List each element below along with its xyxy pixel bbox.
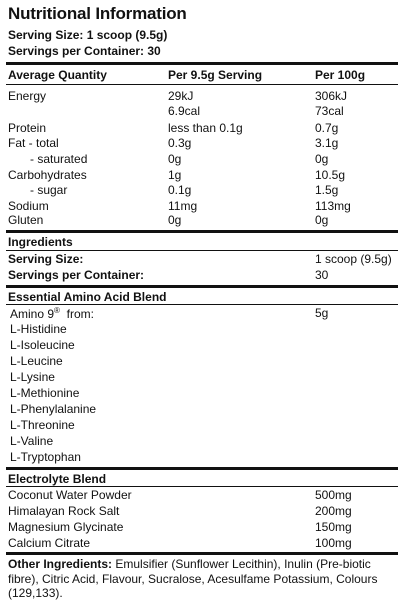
amino-product-line [10,306,94,321]
amino-item: L-Histidine [10,322,67,336]
nutrient-serving: 1g [168,168,182,182]
nutrient-per100: 306kJ [315,89,348,103]
amino-item: L-Lysine [10,370,55,384]
nutrient-serving: 0.1g [168,183,192,197]
header-average-quantity: Average Quantity [8,68,107,82]
nutrient-per100: 0.7g [315,121,339,135]
electrolyte-item-amount: 500mg [315,488,352,502]
electrolyte-heading: Electrolyte Blend [8,472,107,486]
amino-item: L-Threonine [10,418,75,432]
electrolyte-item-amount: 200mg [315,504,352,518]
nutrient-per100: 73cal [315,104,344,118]
divider [6,250,398,251]
nutrient-name: - saturated [30,152,88,166]
panel-title: Nutritional Information [8,4,187,23]
nutrient-name: Protein [8,121,47,135]
electrolyte-item-amount: 100mg [315,536,352,550]
divider [6,486,398,487]
electrolyte-item-name: Coconut Water Powder [8,488,132,502]
registered-mark: ® [54,306,60,315]
nutrient-serving: 11mg [168,199,198,213]
ingredients-heading: Ingredients [8,235,73,249]
amino-item: L-Methionine [10,386,80,400]
ingredients-serving-size-label: Serving Size: [8,252,84,266]
nutrient-serving: less than 0.1g [168,121,243,135]
nutrient-name: Fat - total [8,136,59,150]
electrolyte-item-name: Himalayan Rock Salt [8,504,120,518]
divider [6,467,398,470]
amino-item: L-Leucine [10,354,63,368]
nutrient-per100: 1.5g [315,183,339,197]
nutrient-serving: 0g [168,152,182,166]
other-ingredients [8,557,400,601]
amino-name: Amino 9 [10,307,55,321]
amino-from: from: [66,307,94,321]
ingredients-servings-label: Servings per Container: [8,268,145,282]
nutrient-name: Sodium [8,199,49,213]
ingredients-serving-size-value: 1 scoop (9.5g) [315,252,392,266]
amino-item: L-Phenylalanine [10,402,97,416]
nutrient-name: - sugar [30,183,68,197]
nutrient-name: Energy [8,89,47,103]
divider [6,84,398,85]
electrolyte-item-name: Calcium Citrate [8,536,91,550]
nutrient-name: Gluten [8,213,44,227]
divider [6,62,398,65]
nutrient-per100: 3.1g [315,136,339,150]
divider [6,304,398,305]
amino-item: L-Isoleucine [10,338,75,352]
nutrient-serving: 0.3g [168,136,192,150]
nutrient-per100: 113mg [315,199,351,213]
divider [6,552,398,555]
amino-heading: Essential Amino Acid Blend [8,290,167,304]
other-ingredients-label: Other Ingredients: [8,557,113,571]
amino-amount: 5g [315,306,329,320]
nutrient-per100: 10.5g [315,168,346,182]
header-per-serving: Per 9.5g Serving [168,68,263,82]
serving-size: Serving Size: 1 scoop (9.5g) [8,28,168,42]
nutrient-serving: 29kJ [168,89,194,103]
nutrient-serving: 0g [168,213,182,227]
nutrient-serving: 6.9cal [168,104,201,118]
nutrient-per100: 0g [315,213,329,227]
other-ingredients-text: Emulsifier (Sunflower Lecithin), Inulin (Pre-biotic fibre), Citric Acid, Flavour, Sucralose, Acesulfame Potassium, Colours (129,133). [8,557,378,600]
amino-item: L-Tryptophan [10,450,81,464]
electrolyte-item-amount: 150mg [315,520,352,534]
divider [6,230,398,233]
amino-item: L-Valine [10,434,54,448]
nutrient-per100: 0g [315,152,329,166]
servings-per-container: Servings per Container: 30 [8,44,161,58]
ingredients-servings-value: 30 [315,268,329,282]
divider [6,285,398,288]
electrolyte-item-name: Magnesium Glycinate [8,520,124,534]
nutrient-name: Carbohydrates [8,168,87,182]
header-per-100g: Per 100g [315,68,366,82]
